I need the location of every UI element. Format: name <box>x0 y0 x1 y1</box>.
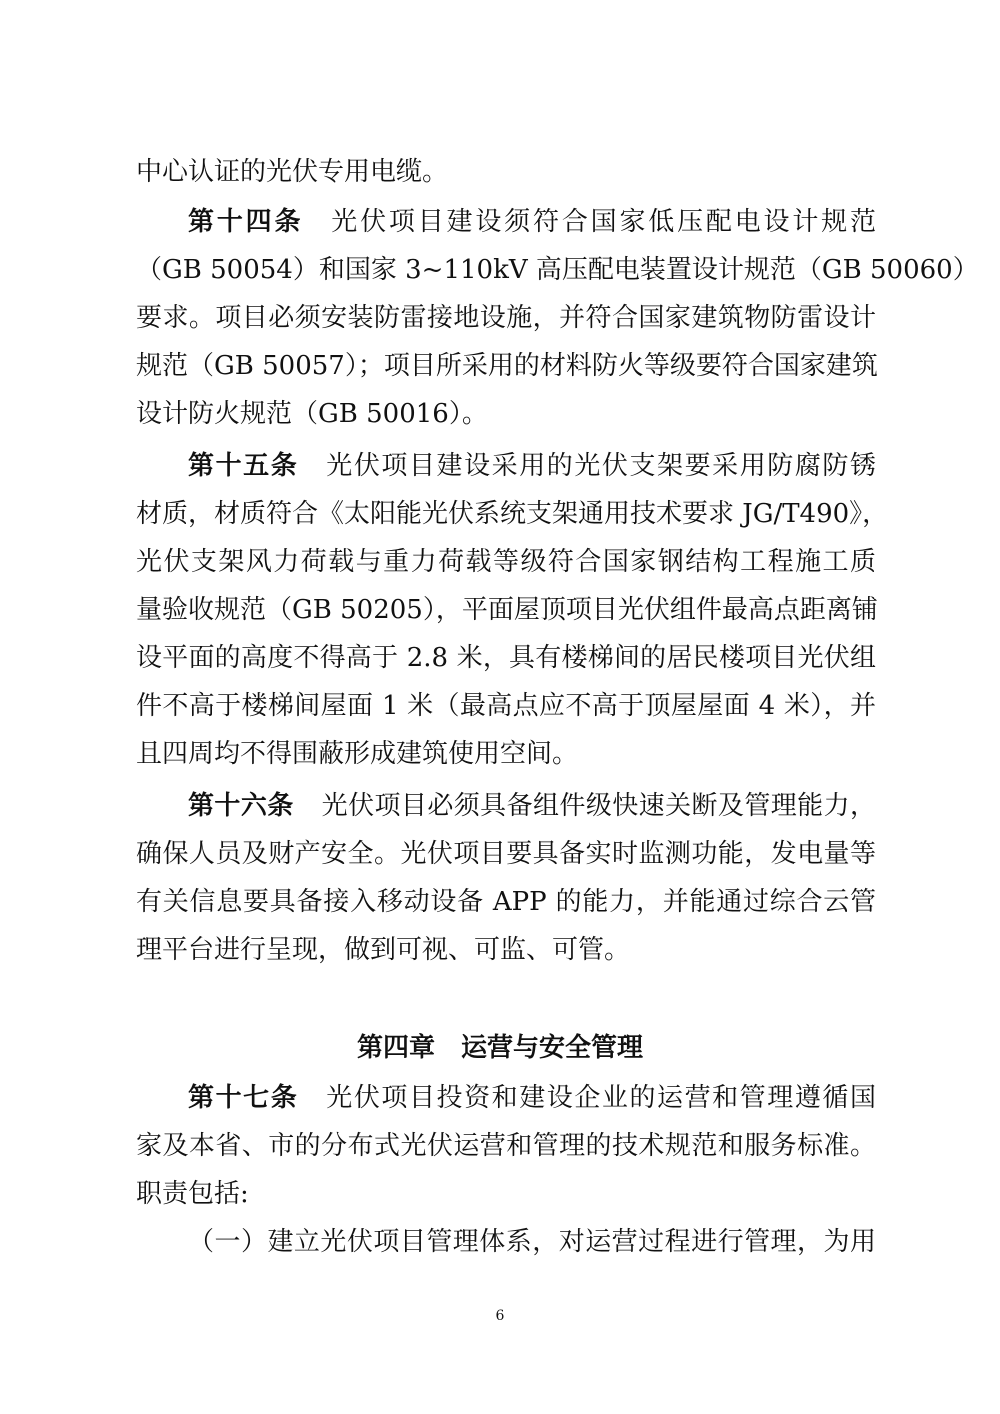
article-16-first-line <box>188 786 876 826</box>
article-number: 第十六条 <box>188 791 294 821</box>
paragraph-text: 光伏项目投资和建设企业的运营和管理遵循国 <box>326 1083 876 1113</box>
page-number: 6 <box>495 1308 505 1324</box>
chapter-heading <box>0 1028 1000 1068</box>
article-number: 第十四条 <box>188 207 304 237</box>
chapter-title: 运营与安全管理 <box>461 1033 644 1063</box>
article-17-first-line <box>188 1078 876 1118</box>
paragraph-line: 理平台进行呈现，做到可视、可监、可管。 <box>136 935 631 965</box>
chapter-number: 第四章 <box>356 1033 435 1063</box>
paragraph-line: （GB 50054）和国家 3~110kV 高压配电装置设计规范（GB 50060） <box>136 255 979 285</box>
article-number: 第十七条 <box>188 1083 299 1113</box>
paragraph-line: 职责包括: <box>136 1179 249 1209</box>
article-15-first-line <box>188 446 876 486</box>
paragraph-line: 光伏支架风力荷载与重力荷载等级符合国家钢结构工程施工质 <box>136 547 876 577</box>
article-number: 第十五条 <box>188 451 299 481</box>
paragraph-line: 件不高于楼梯间屋面 1 米（最高点应不高于顶屋屋面 4 米），并 <box>136 691 876 721</box>
paragraph-line: 确保人员及财产安全。光伏项目要具备实时监测功能，发电量等 <box>136 839 876 869</box>
paragraph-text: 光伏项目必须具备组件级快速关断及管理能力， <box>321 791 876 821</box>
paragraph-text: 光伏项目建设须符合国家低压配电设计规范 <box>331 207 876 237</box>
paragraph-line: 且四周均不得围蔽形成建筑使用空间。 <box>136 739 579 769</box>
paragraph-text: 光伏项目建设采用的光伏支架要采用防腐防锈 <box>326 451 876 481</box>
paragraph-line: 规范（GB 50057）；项目所采用的材料防火等级要符合国家建筑 <box>136 351 878 381</box>
article-14-first-line <box>188 202 876 242</box>
paragraph-line: 设计防火规范（GB 50016）。 <box>136 399 488 429</box>
paragraph-line: 材质，材质符合《太阳能光伏系统支架通用技术要求 JG/T490》， <box>136 499 889 529</box>
paragraph-line: 中心认证的光伏专用电缆。 <box>136 157 449 187</box>
paragraph-line: 有关信息要具备接入移动设备 APP 的能力，并能通过综合云管 <box>136 887 876 917</box>
paragraph-line: 要求。项目必须安装防雷接地设施，并符合国家建筑物防雷设计 <box>136 303 876 333</box>
paragraph-line: 量验收规范（GB 50205），平面屋顶项目光伏组件最高点距离铺 <box>136 595 878 625</box>
list-item-line: （一）建立光伏项目管理体系，对运营过程进行管理，为用 <box>188 1227 876 1257</box>
paragraph-line: 设平面的高度不得高于 2.8 米，具有楼梯间的居民楼项目光伏组 <box>136 643 876 673</box>
paragraph-line: 家及本省、市的分布式光伏运营和管理的技术规范和服务标准。 <box>136 1131 876 1161</box>
